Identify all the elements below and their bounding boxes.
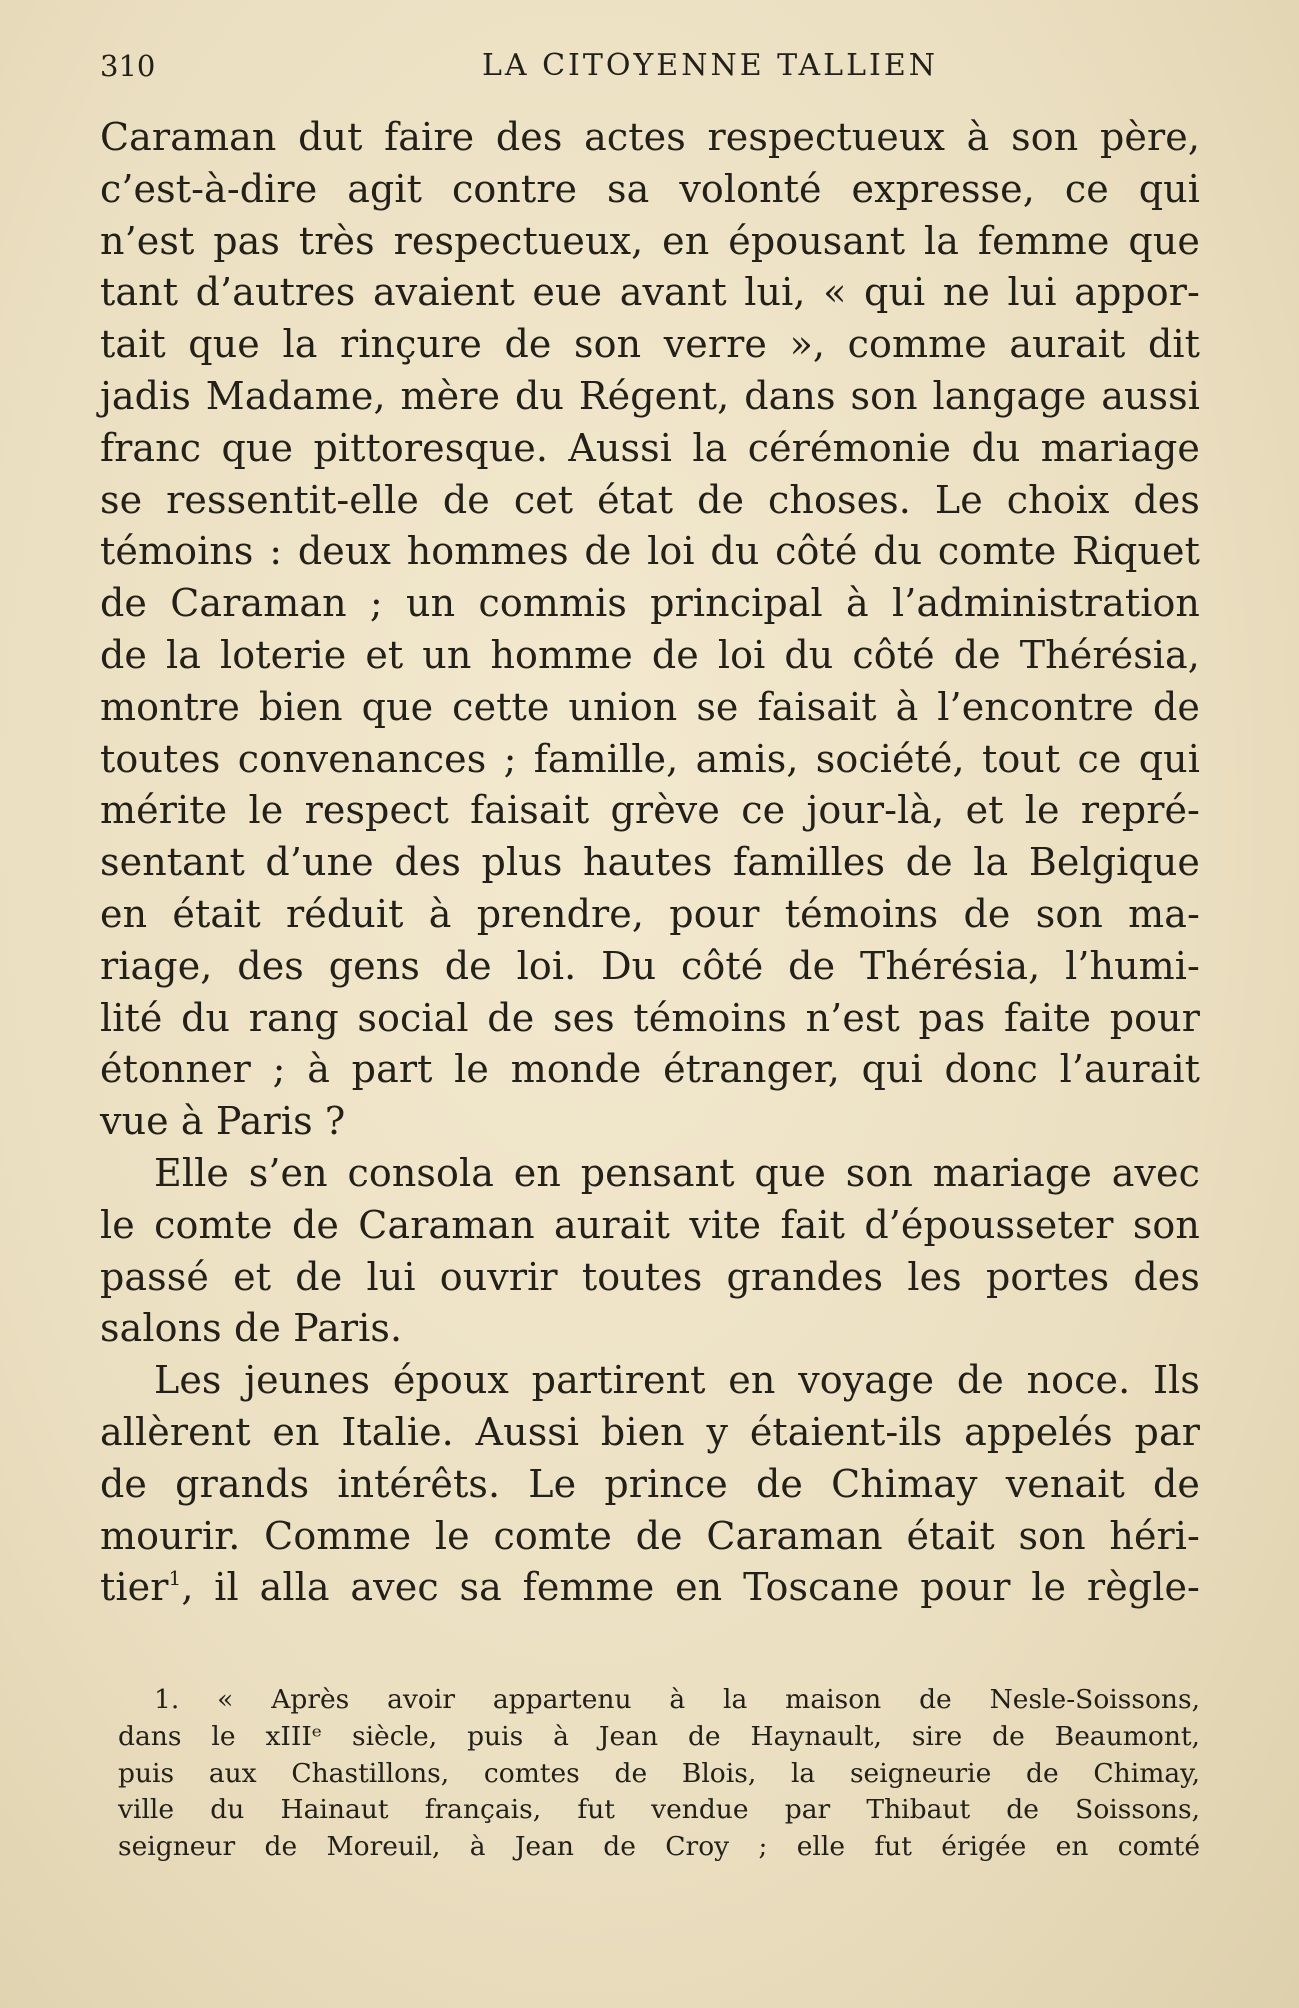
text-line: n’est pas très respectueux, en épousant la femme que	[100, 218, 1200, 263]
text-line: salons de Paris.	[100, 1306, 403, 1351]
text-line: vue à Paris ?	[100, 1099, 346, 1144]
text-line: en était réduit à prendre, pour témoins de son ma-	[100, 891, 1200, 936]
text-line: témoins : deux hommes de loi du côté du comte Riquet	[100, 529, 1200, 574]
footnote	[118, 1682, 1200, 1866]
text-line: montre bien que cette union se faisait à l’encontre de	[100, 684, 1200, 729]
text-line: se ressentit-elle de cet état de choses. Le choix des	[100, 477, 1200, 522]
text-line: Elle s’en consola en pensant que son mariage avec	[154, 1150, 1200, 1195]
text-line: c’est-à-dire agit contre sa volonté expresse, ce qui	[100, 166, 1200, 211]
footnote-line: puis aux Chastillons, comtes de Blois, la seigneurie de Chimay,	[118, 1757, 1200, 1789]
footnote-line: ville du Hainaut français, fut vendue par Thibaut de Soissons,	[118, 1794, 1200, 1826]
text-line: Les jeunes époux partirent en voyage de noce. Ils	[154, 1358, 1200, 1403]
text-line: allèrent en Italie. Aussi bien y étaient-ils appelés par	[100, 1409, 1200, 1454]
text-line: sentant d’une des plus hautes familles de la Belgique	[100, 840, 1200, 885]
footnote-line: seigneur de Moreuil, à Jean de Croy ; elle fut érigée en comté	[118, 1831, 1200, 1863]
text-fragment: tier	[100, 1565, 169, 1610]
text-line: mérite le respect faisait grève ce jour-là, et le repré-	[100, 788, 1200, 833]
text-line: Caraman dut faire des actes respectueux à son père,	[100, 115, 1200, 159]
text-line	[100, 1562, 1200, 1614]
footnote-line: dans le xIIIᵉ siècle, puis à Jean de Haynault, sire de Beaumont,	[118, 1720, 1200, 1752]
text-line: le comte de Caraman aurait vite fait d’épousseter son	[100, 1202, 1200, 1247]
text-line: tant d’autres avaient eue avant lui, « qui ne lui appor-	[100, 270, 1200, 315]
text-line: de grands intérêts. Le prince de Chimay venait de	[100, 1461, 1200, 1506]
text-line: lité du rang social de ses témoins n’est pas faite pour	[100, 995, 1200, 1040]
text-line: de la loterie et un homme de loi du côté de Thérésia,	[100, 632, 1200, 677]
text-line: franc que pittoresque. Aussi la cérémonie du mariage	[100, 425, 1200, 470]
text-line: de Caraman ; un commis principal à l’administration	[100, 581, 1200, 626]
footnote-marker: 1	[168, 1566, 182, 1591]
text-line: jadis Madame, mère du Régent, dans son langage aussi	[100, 373, 1200, 418]
page-header	[100, 38, 1220, 94]
text-line: tait que la rinçure de son verre », comme aurait dit	[100, 322, 1200, 367]
text-fragment: , il alla avec sa femme en Toscane pour le règle-	[181, 1565, 1200, 1610]
text-line: mourir. Comme le comte de Caraman était son héri-	[100, 1513, 1200, 1558]
text-line: toutes convenances ; famille, amis, société, tout ce qui	[100, 736, 1200, 781]
text-line: riage, des gens de loi. Du côté de Thérésia, l’humi-	[100, 943, 1200, 988]
footnote-line: 1. « Après avoir appartenu à la maison de Nesle-Soissons,	[154, 1684, 1200, 1715]
text-line: passé et de lui ouvrir toutes grandes les portes des	[100, 1254, 1200, 1299]
page-number: 310	[100, 49, 156, 83]
running-title: LA CITOYENNE TALLIEN	[481, 48, 939, 83]
body-text	[100, 112, 1200, 1614]
text-line: étonner ; à part le monde étranger, qui donc l’aurait	[100, 1047, 1200, 1092]
